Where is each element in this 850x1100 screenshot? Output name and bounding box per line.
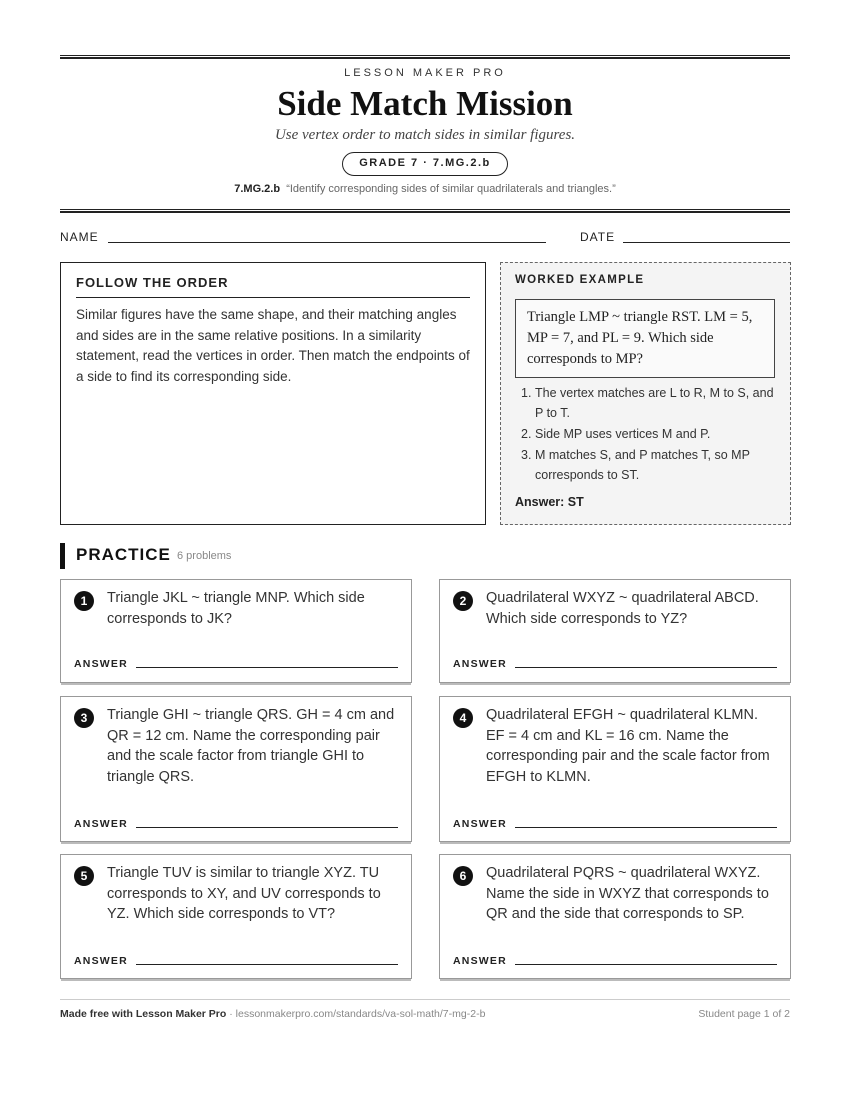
worked-example-heading: WORKED EXAMPLE: [515, 274, 645, 286]
worked-example-steps: [515, 383, 777, 486]
name-label: NAME: [60, 230, 99, 244]
problem-card-5: [60, 854, 412, 979]
answer-field[interactable]: [136, 827, 398, 828]
problem-card-1: [60, 579, 412, 683]
standard-line: [0, 183, 850, 195]
problem-number-badge: 6: [453, 866, 473, 886]
footer-credit: [60, 1008, 485, 1020]
problem-number-badge: 4: [453, 708, 473, 728]
standard-text: “Identify corresponding sides of similar quadrilaterals and triangles.”: [286, 183, 616, 195]
problem-number-badge: 2: [453, 591, 473, 611]
problem-prompt: Quadrilateral WXYZ ~ quadrilateral ABCD. Which side corresponds to YZ?: [486, 590, 759, 627]
problem-number-badge: 3: [74, 708, 94, 728]
page-title: Side Match Mission: [277, 84, 573, 123]
problem-card-2: [439, 579, 791, 683]
standard-code: 7.MG.2.b: [234, 183, 281, 195]
answer-field[interactable]: [515, 827, 777, 828]
worked-example-step: 3. M matches S, and P matches T, so MP corresponds to ST.: [521, 448, 750, 482]
page-subtitle: Use vertex order to match sides in similar figures.: [274, 127, 576, 143]
footer-page-number: Student page 1 of 2: [698, 1008, 790, 1020]
worked-example-box: [500, 262, 791, 525]
answer-field[interactable]: [136, 964, 398, 965]
worked-example-answer: Answer: ST: [515, 495, 584, 509]
problem-prompt: Triangle JKL ~ triangle MNP. Which side corresponds to JK?: [107, 590, 365, 627]
answer-field[interactable]: [136, 667, 398, 668]
follow-heading: FOLLOW THE ORDER: [76, 275, 470, 298]
brand-name: LESSON MAKER PRO: [344, 67, 506, 79]
problem-card-3: [60, 696, 412, 842]
header-bottom-rule: [60, 209, 790, 213]
date-label: DATE: [580, 230, 616, 244]
footer-rule: [60, 999, 790, 1000]
answer-label: ANSWER: [453, 658, 507, 670]
practice-heading: PRACTICE: [76, 545, 171, 564]
follow-the-order-box: [60, 262, 486, 525]
answer-label: ANSWER: [74, 818, 128, 830]
follow-body-text: Similar figures have the same shape, and their matching angles and sides are in the same relative positions. In a similarity statement, read the vertices in order. Then match the endpoints of a side to find its corresponding side.: [76, 307, 470, 384]
problem-card-4: [439, 696, 791, 842]
problem-prompt: Quadrilateral EFGH ~ quadrilateral KLMN. EF = 4 cm and KL = 16 cm. Name the corresponding pair and the scale factor from EFGH to KLMN.: [486, 707, 770, 785]
answer-label: ANSWER: [74, 955, 128, 967]
worked-example-problem: Triangle LMP ~ triangle RST. LM = 5, MP = 7, and PL = 9. Which side corresponds to MP?: [515, 299, 775, 378]
problem-prompt: Triangle GHI ~ triangle QRS. GH = 4 cm and QR = 12 cm. Name the corresponding pair and the scale factor from triangle GHI to triangle QRS.: [107, 707, 395, 785]
problem-card-6: [439, 854, 791, 979]
worked-example-step: 1. The vertex matches are L to R, M to S, and P to T.: [521, 386, 774, 420]
grade-badge: GRADE 7 · 7.MG.2.b: [342, 152, 508, 176]
practice-accent-bar: [60, 543, 65, 569]
answer-label: ANSWER: [453, 955, 507, 967]
problem-number-badge: 5: [74, 866, 94, 886]
problem-number-badge: 1: [74, 591, 94, 611]
footer-made-with: Made free with Lesson Maker Pro: [60, 1008, 227, 1020]
name-field[interactable]: [108, 242, 546, 243]
worked-example-step: 2. Side MP uses vertices M and P.: [521, 427, 711, 441]
answer-label: ANSWER: [453, 818, 507, 830]
header-top-rule: [60, 55, 790, 59]
practice-count: 6 problems: [177, 550, 232, 562]
date-field[interactable]: [623, 242, 790, 243]
footer-url[interactable]: · lessonmakerpro.com/standards/va-sol-math/7-mg-2-b: [226, 1008, 486, 1020]
problem-prompt: Quadrilateral PQRS ~ quadrilateral WXYZ. Name the side in WXYZ that corresponds to QR and the side that corresponds to SP.: [486, 865, 769, 922]
answer-label: ANSWER: [74, 658, 128, 670]
answer-field[interactable]: [515, 667, 777, 668]
problem-prompt: Triangle TUV is similar to triangle XYZ. TU corresponds to XY, and UV corresponds to YZ. Which side corresponds to VT?: [107, 865, 381, 922]
answer-field[interactable]: [515, 964, 777, 965]
